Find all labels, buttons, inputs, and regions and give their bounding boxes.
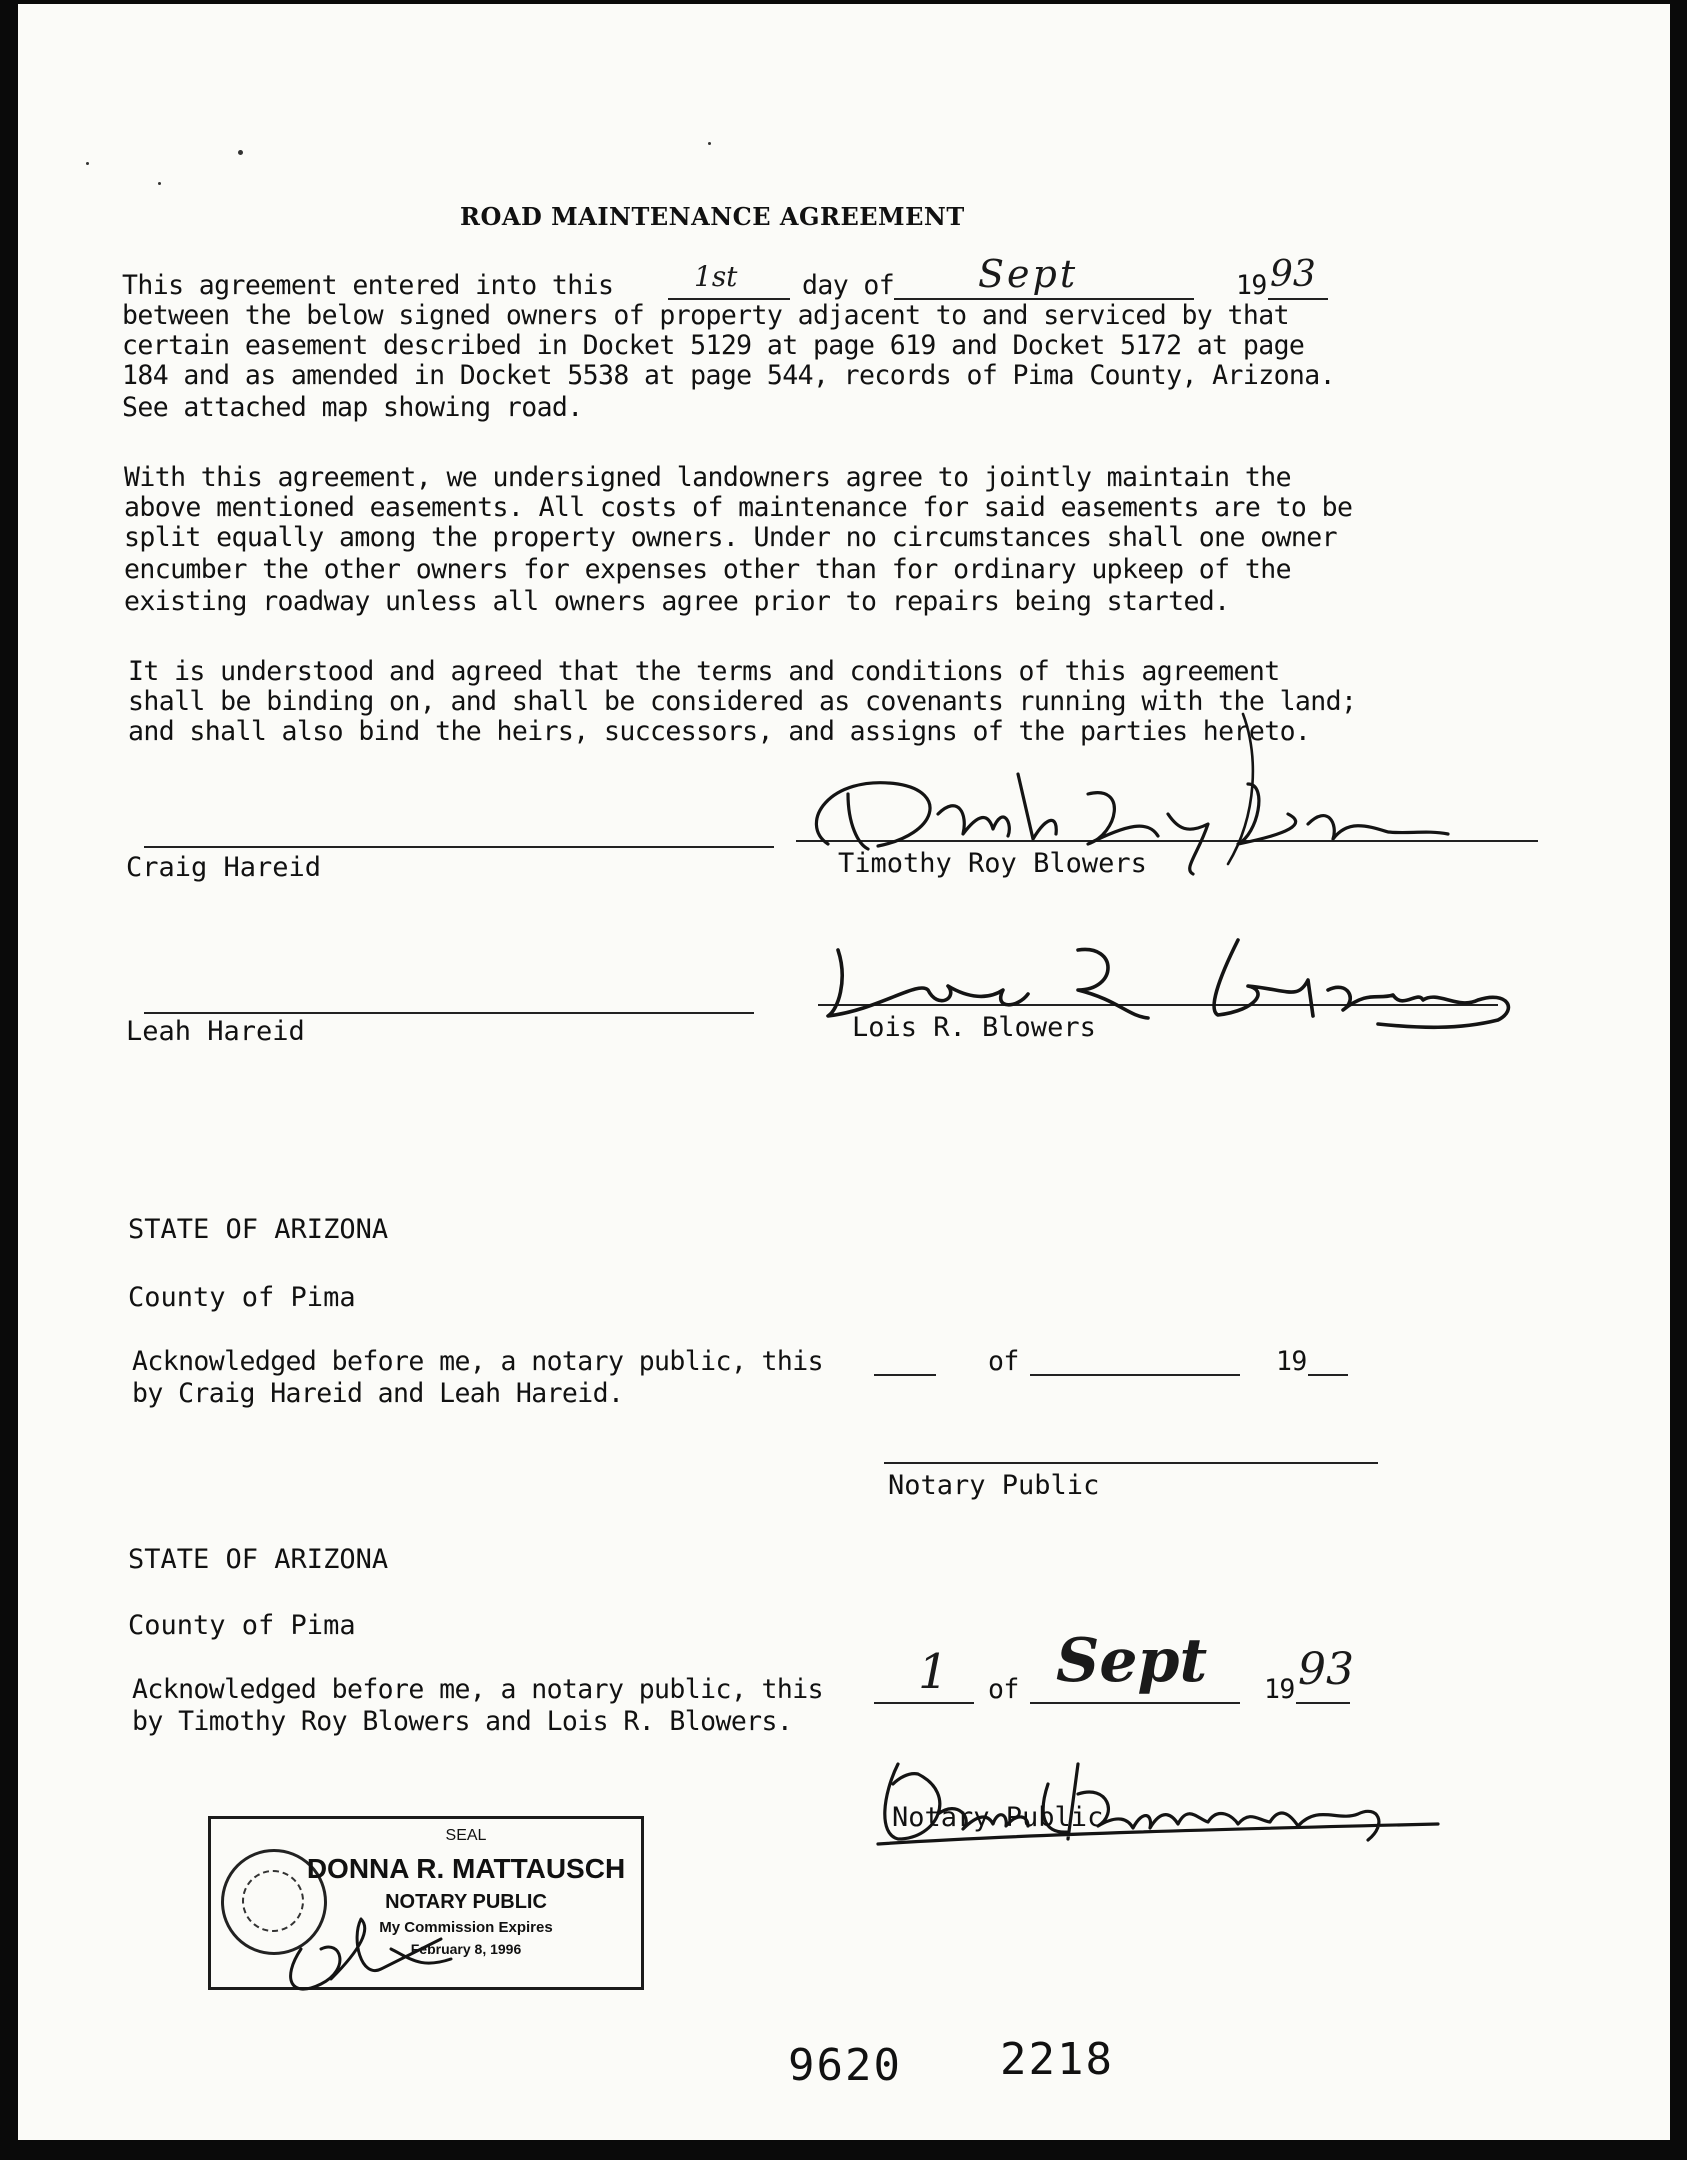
notary-stamp [208,1816,644,1990]
signature-line-leah [144,1012,754,1014]
para3-line: shall be binding on, and shall be considered as covenants running with the land; [128,686,1357,717]
signatory-lois-name: Lois R. Blowers [852,1012,1096,1043]
signatory-craig-name: Craig Hareid [126,852,322,883]
notary1-month-blank [1030,1374,1240,1376]
para2-line: encumber the other owners for expenses other than for ordinary upkeep of the [124,554,1291,585]
day-handwritten: 1st [694,260,738,293]
para1-line: See attached map showing road. [122,392,583,423]
scan-speck [158,182,161,185]
notary1-ack: Acknowledged before me, a notary public, this [132,1346,823,1377]
year-handwritten: 93 [1270,254,1316,295]
notary2-year-handwritten: 93 [1298,1644,1354,1695]
stamp-role: NOTARY PUBLIC [385,1891,547,1913]
para2-line: split equally among the property owners. Under no circumstances shall one owner [124,522,1337,553]
notary1-day-blank [874,1374,936,1376]
notary1-county: County of Pima [128,1282,356,1313]
para1-line1-mid: day of [802,270,895,301]
notary1-signature-line [884,1462,1378,1464]
stamp-signature [271,1889,471,1999]
notary2-state: STATE OF ARIZONA [128,1544,389,1575]
para1-line: between the below signed owners of property adjacent to and serviced by that [122,300,1289,331]
scan-speck [708,142,711,145]
notary2-month-handwritten: Sept [1056,1626,1208,1696]
notary2-label: Notary Public [892,1802,1104,1833]
notary1-of: of [988,1346,1019,1377]
scan-speck [86,162,89,165]
signatory-timothy-name: Timothy Roy Blowers [838,848,1147,879]
notary2-ack: Acknowledged before me, a notary public, this [132,1674,823,1705]
notary2-month-blank [1030,1702,1240,1704]
notary1-year-prefix: 19 [1276,1346,1307,1377]
notary2-day-blank [874,1702,974,1704]
notary1-state: STATE OF ARIZONA [128,1214,389,1245]
notary2-year-prefix: 19 [1264,1674,1295,1705]
notary2-day-handwritten: 1 [918,1644,949,1700]
stamp-name: DONNA R. MATTAUSCH [306,1853,626,1884]
para1-line: certain easement described in Docket 5129 at page 619 and Docket 5172 at page [122,330,1305,361]
para3-line: and shall also bind the heirs, successors, and assigns of the parties hereto. [128,716,1311,747]
year-prefix: 19 [1236,270,1267,301]
document-page [18,4,1670,2140]
signatory-leah-name: Leah Hareid [126,1016,305,1047]
notary2-year-blank [1296,1702,1350,1704]
para2-line: With this agreement, we undersigned landowners agree to jointly maintain the [124,462,1291,493]
notary-signature [878,1744,1478,1854]
para1-line: 184 and as amended in Docket 5538 at page 544, records of Pima County, Arizona. [122,360,1335,391]
scan-speck [238,150,243,155]
para2-line: above mentioned easements. All costs of maintenance for said easements are to be [124,492,1353,523]
notary1-by-line: by Craig Hareid and Leah Hareid. [132,1378,624,1409]
page-number: 2218 [1000,2034,1114,2085]
para1-line1-prefix: This agreement entered into this [122,270,614,301]
notary1-label: Notary Public [888,1470,1100,1501]
stamp-expires: February 8, 1996 [410,1941,522,1957]
notary2-county: County of Pima [128,1610,356,1641]
para3-line: It is understood and agreed that the terms and conditions of this agreement [128,656,1280,687]
month-handwritten: Sept [978,252,1079,296]
notary2-of: of [988,1674,1019,1705]
document-title: ROAD MAINTENANCE AGREEMENT [460,202,965,231]
notary2-by-line: by Timothy Roy Blowers and Lois R. Blowers. [132,1706,793,1737]
para2-line: existing roadway unless all owners agree prior to repairs being started. [124,586,1230,617]
docket-number: 9620 [788,2040,902,2091]
stamp-commission: My Commission Expires [379,1919,553,1936]
stamp-header: SEAL [445,1827,487,1844]
signature-line-craig [144,846,774,848]
notary1-year-blank [1308,1374,1348,1376]
